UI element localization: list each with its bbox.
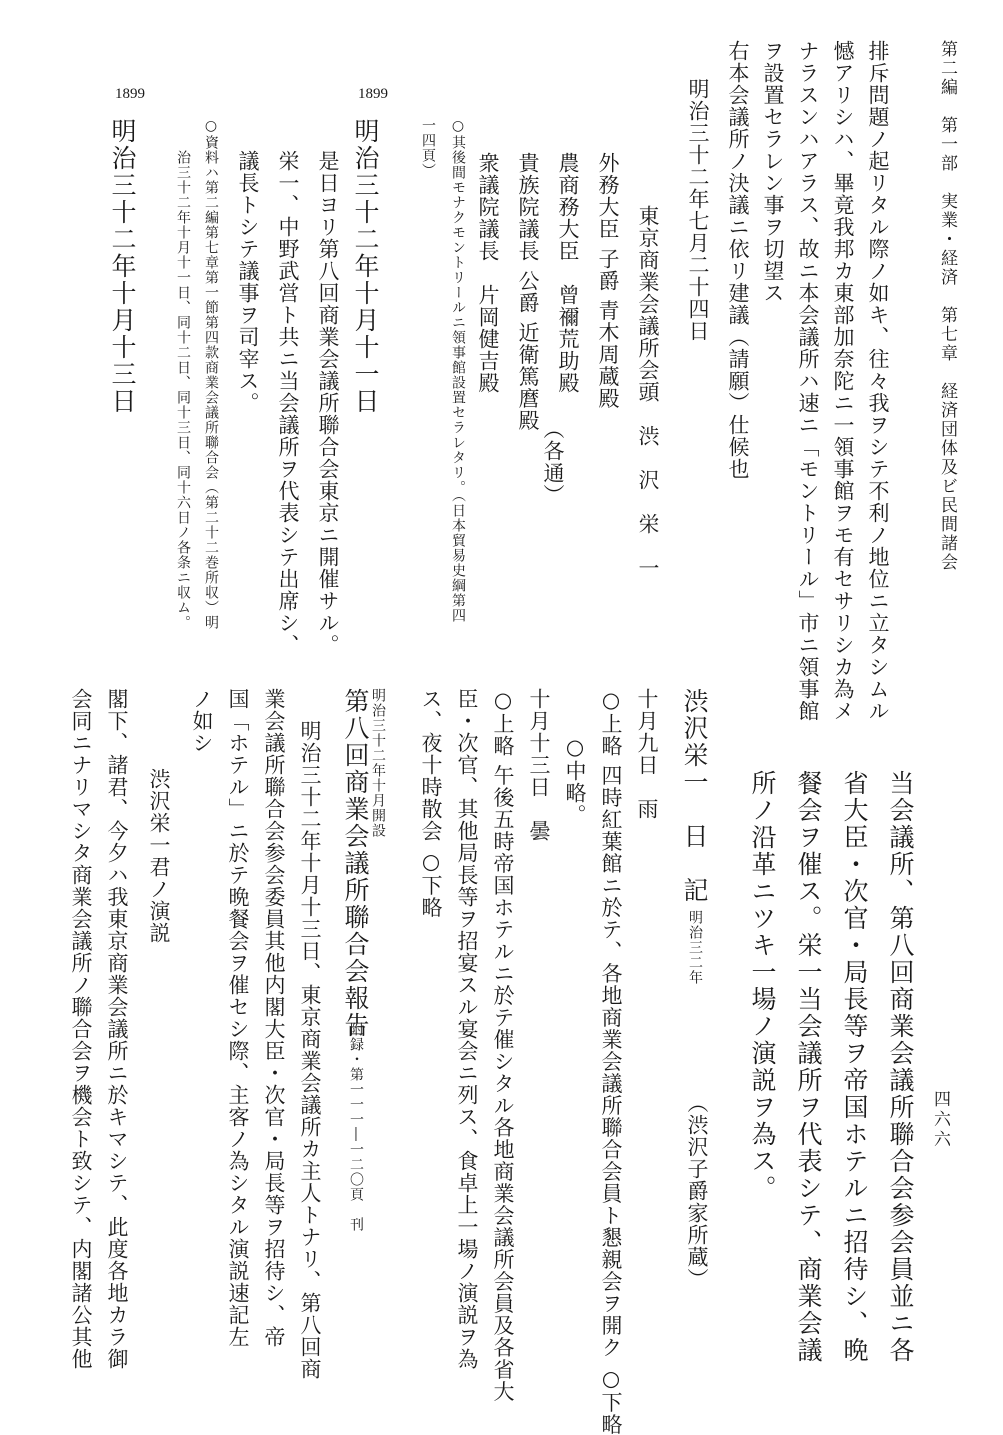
- source-note-line-2: 治三十二年十月十一日、同十二日、同十三日、同十六日ノ各条ニ収ム。: [175, 150, 191, 630]
- oct13-line-1: ○上略 午後五時帝国ホテルニ於テ催シタル各地商業会議所会員及各省大: [491, 688, 515, 1403]
- note-line-1: ○其後間モナクモントリールニ領事館設置セラレタリ。（日本貿易史綱第四: [450, 118, 466, 623]
- chuuryaku-mark: ○中略。: [563, 735, 587, 826]
- oct11-line-1: 是日ヨリ第八回商業会議所聯合会東京ニ開催サル。: [316, 150, 340, 656]
- diary-year: 明治三二年: [687, 910, 703, 985]
- addressee-agriculture: [557, 152, 578, 394]
- addressee-title: 農商務大臣: [556, 152, 580, 262]
- addressee-name: 片岡健吉殿: [476, 284, 500, 394]
- letter-line-1: 排斥問題ノ起リタル際ノ如キ、往々我ヲシテ不利ノ地位ニ立タシムル: [866, 40, 890, 722]
- speech-line-2: 会同ニナリマシタ商業会議所ノ聯合会ヲ機会ト致シテ、内閣諸公其他: [69, 688, 93, 1370]
- addressee-title: 衆議院議長: [476, 152, 500, 262]
- report-title: 第八回商業会議所聯合会報告: [341, 688, 370, 1039]
- diary-title: 渋沢栄一 日 記: [680, 688, 709, 904]
- letter-date: 明治三十二年七月二十四日: [686, 78, 710, 342]
- report-line-1: 明治三十二年十月十三日、東京商業会議所カ主人トナリ、第八回商: [298, 720, 322, 1380]
- addressee-name: 公爵 近衛篤麿殿: [516, 270, 540, 432]
- oct13-date: 十月十三日 曇: [527, 688, 551, 842]
- report-published: 明治三十二年十月開設: [370, 688, 386, 838]
- main-line-2: 省大臣・次官・局長等ヲ帝国ホテルニ招待シ、晩: [840, 770, 869, 1364]
- main-line-1: 当会議所、第八回商業会議所聯合会参会員並ニ各: [886, 770, 915, 1364]
- oct13-line-2: 臣・次官、其他局長等ヲ招宴スル宴会ニ列ス、食卓上一場ノ演説ヲ為: [455, 688, 479, 1370]
- oct11-line-2: 栄一、中野武営ト共ニ当会議所ヲ代表シテ出席シ、: [276, 150, 300, 656]
- addressee-house: [477, 152, 498, 394]
- speech-title: 渋沢栄一君ノ演説: [147, 768, 171, 944]
- addressee-peers: [517, 152, 538, 432]
- date-oct-13: 明治三十二年十月十三日: [108, 118, 137, 415]
- addressee-name: 曾禰荒助殿: [556, 284, 580, 394]
- year-marker-1: 1899: [358, 86, 388, 102]
- oct11-line-3: 議長トシテ議事ヲ司宰ス。: [236, 150, 260, 414]
- note-line-2: 一四頁）: [420, 118, 436, 178]
- letter-line-5: 右本会議所ノ決議ニ依リ建議（請願）仕候也: [726, 40, 750, 480]
- source-note-line-1: ○資料ハ第二編第七章第一節第四款商業会議所聯合会（第二十二巻所収）明: [203, 118, 219, 630]
- report-line-3: 国「ホテル」ニ於テ晩餐会ヲ催セシ際、主客ノ為シタル演説速記左: [226, 688, 250, 1348]
- year-marker-2: 1899: [115, 86, 145, 102]
- page-number: 四六六: [930, 1090, 950, 1150]
- addressee-name: 子爵 青木周蔵殿: [596, 248, 620, 410]
- report-reference: 附録・第一一一―一二〇頁 刊: [348, 1022, 364, 1232]
- main-line-4: 所ノ沿革ニツキ一場ノ演説ヲ為ス。: [748, 770, 777, 1202]
- letter-signer: 東京商業会議所会頭 渋 沢 栄 一: [636, 205, 660, 579]
- letter-line-2: 憾アリシハ、畢竟我邦カ東部加奈陀ニ一領事館ヲモ有セサリシカ為メ: [831, 40, 855, 722]
- addressee-title: 貴族院議長: [516, 152, 540, 262]
- oct13-line-3: ス、夜十時散会 ○下略: [419, 688, 443, 919]
- oct9-entry: ○上略 四時紅葉館ニ於テ、各地商業会議所聯合会員ト懇親会ヲ開ク ○下略: [599, 688, 623, 1435]
- diary-source: （渋沢子爵家所蔵）: [685, 1092, 709, 1290]
- addressee-title: 外務大臣: [596, 152, 620, 240]
- letter-line-4: ヲ設置セラレン事ヲ切望ス: [761, 40, 785, 304]
- chapter-header: 第二編 第一部 実業・経済 第七章 経済団体及ビ民間諸会: [937, 40, 957, 572]
- speech-line-1: 閣下、諸君、今夕ハ我東京商業会議所ニ於キマシテ、此度各地カラ御: [105, 688, 129, 1370]
- oct9-date: 十月九日 雨: [635, 688, 659, 820]
- addressee-foreign: [597, 152, 618, 410]
- report-line-2: 業会議所聯合会参会委員其他内閣大臣・次官・局長等ヲ招待シ、帝: [262, 688, 286, 1348]
- letter-line-3: ナラスンハアラス、故ニ本会議所ハ速ニ「モントリール」市ニ領事館: [796, 40, 820, 722]
- kakutsu-note: （各通）: [541, 418, 565, 506]
- date-oct-11: 明治三十二年十月十一日: [351, 118, 380, 415]
- report-line-4: ノ如シ: [190, 688, 214, 754]
- main-line-3: 餐会ヲ催ス。栄一当会議所ヲ代表シテ、商業会議: [794, 770, 823, 1364]
